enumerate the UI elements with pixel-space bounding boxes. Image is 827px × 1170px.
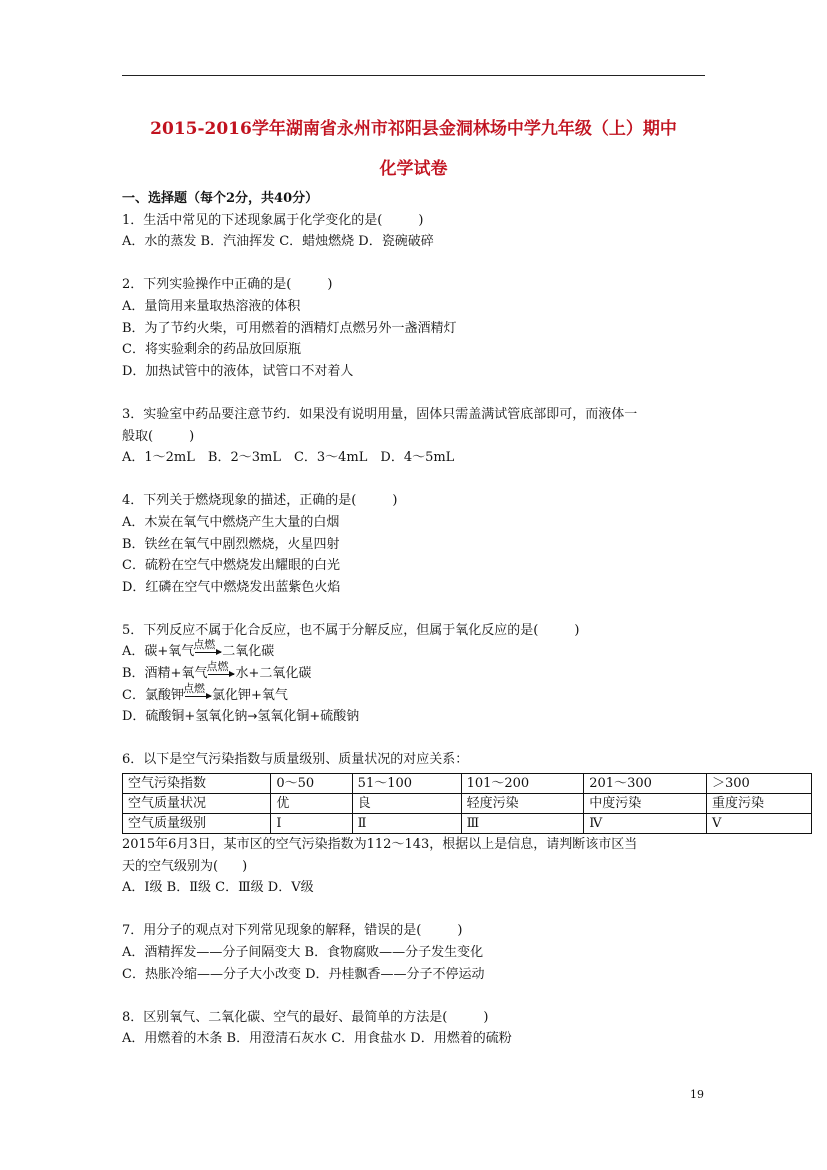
products-b: 水+二氧化碳 [235, 666, 312, 682]
page-number: 19 [690, 1088, 704, 1101]
question-7-paren: ) [457, 923, 463, 939]
reaction-condition: 点燃 [182, 681, 205, 695]
question-1-stem [122, 210, 712, 232]
reaction-condition: 点燃 [193, 638, 216, 652]
table-cell: ＞300 [706, 774, 811, 794]
question-4-text: 4．下列关于燃烧现象的描述，正确的是( [122, 493, 357, 509]
reactants-a: A．碳+氧气 [122, 644, 195, 660]
reaction-condition: 点燃 [206, 660, 229, 674]
page-subtitle: 化学试卷 [379, 159, 448, 179]
question-5-text: 5．下列反应不属于化合反应，也不属于分解反应，但属于氧化反应的是( [122, 622, 539, 638]
table-cell: 空气污染指数 [123, 774, 271, 794]
table-cell: 良 [352, 794, 461, 814]
question-7-text: 7．用分子的观点对下列常见现象的解释，错误的是( [122, 923, 422, 939]
question-4-option-b: B．铁丝在氧气中剧烈燃烧，火星四射 [122, 536, 340, 552]
question-6-paren: ) [242, 858, 248, 874]
reaction-arrow [182, 681, 211, 701]
question-1-paren: ) [418, 212, 424, 228]
table-cell: Ⅰ [271, 814, 352, 834]
question-3-stem-line2 [122, 426, 712, 448]
header-rule [122, 75, 705, 76]
reactants-c: C．氯酸钾 [122, 687, 184, 703]
question-2-text: 2．下列实验操作中正确的是( [122, 277, 292, 293]
question-8-options: A．用燃着的木条 B．用澄清石灰水 C．用食盐水 D．用燃着的硫粉 [122, 1031, 512, 1047]
question-2-option-c: C．将实验剩余的药品放回原瓶 [122, 342, 301, 358]
table-cell: Ⅴ [706, 814, 811, 834]
table-cell: Ⅱ [352, 814, 461, 834]
reactants-b: B．酒精+氧气 [122, 666, 208, 682]
table-cell: 0～50 [271, 774, 352, 794]
table-cell: 201～300 [584, 774, 707, 794]
table-row [123, 794, 812, 814]
reaction-arrow [206, 660, 234, 679]
reactants-d: D．硫酸铜+氢氧化钠 [122, 709, 248, 725]
question-3-paren: ) [189, 428, 195, 444]
question-2-option-a: A．量筒用来量取热溶液的体积 [122, 298, 301, 314]
exam-content [122, 188, 764, 1050]
table-cell: 重度污染 [706, 794, 811, 814]
question-8-text: 8．区别氧气、二氧化碳、空气的最好、最简单的方法是( [122, 1009, 448, 1025]
question-6-text-line2 [122, 856, 712, 878]
table-cell: 中度污染 [584, 794, 707, 814]
question-7-stem [122, 920, 712, 942]
table-cell: 空气质量状况 [123, 794, 271, 814]
question-5-option-d [122, 706, 712, 728]
table-cell: 51～100 [352, 774, 461, 794]
table-cell: 101～200 [461, 774, 584, 794]
question-6-options: A．Ⅰ级 B．Ⅱ级 C．Ⅲ级 D．Ⅴ级 [122, 880, 314, 896]
question-4-option-a: A．木炭在氧气中燃烧产生大量的白烟 [122, 514, 340, 530]
question-8-paren: ) [483, 1009, 489, 1025]
question-4-stem [122, 490, 712, 512]
air-quality-table [122, 773, 812, 834]
products-c: 氯化钾+氧气 [211, 687, 288, 703]
question-1-text: 1．生活中常见的下述现象属于化学变化的是( [122, 212, 383, 228]
question-5-option-b [122, 660, 712, 685]
question-7-options-ab: A．酒精挥发——分子间隔变大 B．食物腐败——分子发生变化 [122, 945, 484, 960]
table-cell: 轻度污染 [461, 794, 584, 814]
question-2-option-b: B．为了节约火柴，可用燃着的酒精灯点燃另外一盏酒精灯 [122, 320, 457, 336]
question-1-options: A．水的蒸发 B．汽油挥发 C．蜡烛燃烧 D．瓷碗破碎 [122, 234, 434, 250]
question-3-text: 般取( [122, 428, 154, 444]
table-cell: Ⅳ [584, 814, 707, 834]
question-6-stem: 6．以下是空气污染指数与质量级别、质量状况的对应关系： [122, 752, 469, 768]
table-row [123, 814, 812, 834]
products-d: 氢氧化铜+硫酸钠 [257, 709, 360, 725]
question-4-option-c: C．硫粉在空气中燃烧发出耀眼的白光 [122, 558, 340, 574]
question-3-options: A．1～2mL B．2～3mL C．3～4mL D．4～5mL [122, 450, 455, 466]
question-2-paren: ) [327, 277, 333, 293]
products-a: 二氧化碳 [222, 644, 275, 660]
section-heading: 一、选择题（每个2分，共40分） [122, 191, 319, 206]
question-6-text-line1: 2015年6月3日，某市区的空气污染指数为112～143，根据以上是信息，请判断该市区当 [122, 837, 638, 853]
question-5-option-c [122, 681, 712, 707]
question-4-paren: ) [392, 493, 398, 509]
question-2-stem [122, 274, 712, 296]
question-4-option-d: D．红磷在空气中燃烧发出蓝紫色火焰 [122, 579, 341, 595]
table-cell: 空气质量级别 [123, 814, 271, 834]
question-3-stem-line1: 3．实验室中药品要注意节约．如果没有说明用量，固体只需盖满试管底部即可，而液体一 [122, 406, 638, 422]
reaction-arrow-plain: → [247, 709, 258, 724]
page-title: 2015-2016学年湖南省永州市祁阳县金洞林场中学九年级（上）期中 [150, 119, 677, 139]
question-7-options-cd: C．热胀冷缩——分子大小改变 D．丹桂飘香——分子不停运动 [122, 966, 485, 982]
table-cell: Ⅲ [461, 814, 584, 834]
question-6-text: 天的空气级别为( [122, 858, 219, 874]
table-row [123, 774, 812, 794]
table-cell: 优 [271, 794, 352, 814]
question-2-option-d: D．加热试管中的液体，试管口不对着人 [122, 363, 354, 379]
question-8-stem [122, 1007, 712, 1029]
question-5-paren: ) [574, 622, 580, 638]
